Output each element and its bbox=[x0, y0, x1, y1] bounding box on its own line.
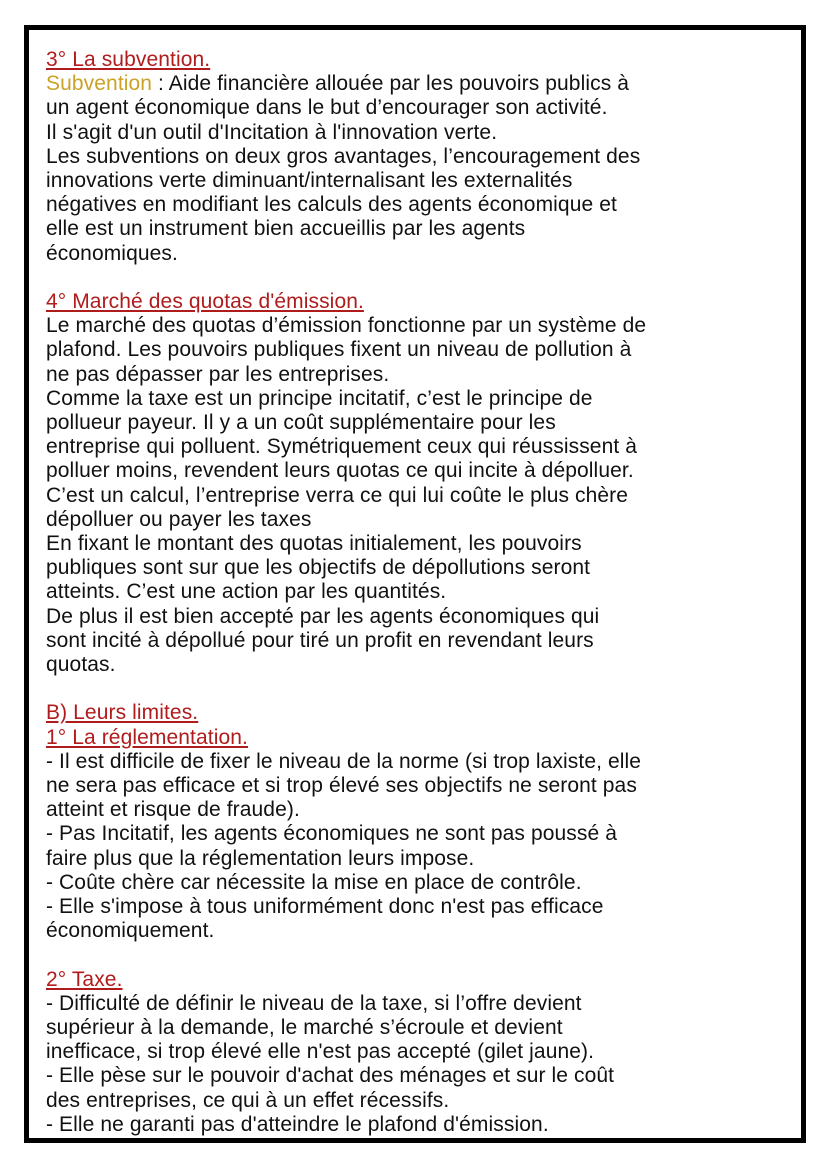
list-item: - Pas Incitatif, les agents économiques ne sont pas poussé à bbox=[46, 822, 617, 846]
list-item: ne sera pas efficace et si trop élevé ses objectifs ne seront pas bbox=[46, 774, 637, 798]
paragraph-line: atteints. C’est une action par les quantités. bbox=[46, 580, 447, 604]
paragraph-line: Les subventions on deux gros avantages, l’encouragement des bbox=[46, 144, 641, 168]
section-heading-subvention: 3° La subvention. bbox=[46, 48, 211, 71]
paragraph-line: innovations verte diminuant/internalisant les externalités bbox=[46, 169, 573, 193]
definition-text: : Aide financière allouée par les pouvoirs publics à bbox=[152, 72, 630, 96]
section-heading-quotas: 4° Marché des quotas d'émission. bbox=[46, 290, 364, 314]
list-item: - Il est difficile de fixer le niveau de la norme (si trop laxiste, elle bbox=[46, 749, 642, 773]
paragraph-line: publiques sont sur que les objectifs de dépollutions seront bbox=[46, 556, 591, 580]
list-item: - Difficulté de définir le niveau de la taxe, si l’offre devient bbox=[46, 991, 582, 1015]
list-item: - Elle s'impose à tous uniformément donc n'est pas efficace bbox=[46, 895, 604, 919]
subsection-heading-regulation: 1° La réglementation. bbox=[46, 725, 248, 749]
list-item: économiquement. bbox=[46, 919, 215, 943]
list-item: supérieur à la demande, le marché s’écroule et devient bbox=[46, 1016, 563, 1040]
spacer bbox=[46, 943, 786, 967]
list-item: des entreprises, ce qui à un effet récessifs. bbox=[46, 1088, 450, 1112]
paragraph-line: Comme la taxe est un principe incitatif, c’est le principe de bbox=[46, 386, 593, 410]
paragraph-line: C’est un calcul, l’entreprise verra ce qui lui coûte le plus chère bbox=[46, 483, 629, 507]
paragraph-line: sont incité à dépollué pour tiré un profit en revendant leurs bbox=[46, 628, 594, 652]
list-item: inefficace, si trop élevé elle n'est pas accepté (gilet jaune). bbox=[46, 1040, 595, 1064]
document-body bbox=[46, 48, 786, 1137]
paragraph-line: Le marché des quotas d’émission fonctionne par un système de bbox=[46, 314, 647, 338]
spacer bbox=[46, 266, 786, 290]
defined-term: Subvention bbox=[46, 72, 153, 96]
list-item: - Coûte chère car nécessite la mise en place de contrôle. bbox=[46, 870, 582, 894]
list-item: - Elle pèse sur le pouvoir d'achat des ménages et sur le coût bbox=[46, 1064, 615, 1088]
paragraph-line: Il s'agit d'un outil d'Incitation à l'innovation verte. bbox=[46, 120, 498, 144]
paragraph-line: pollueur payeur. Il y a un coût supplémentaire pour les bbox=[46, 411, 556, 435]
paragraph-line: économiques. bbox=[46, 241, 178, 265]
paragraph-line: ne pas dépasser par les entreprises. bbox=[46, 362, 390, 386]
paragraph-line: dépolluer ou payer les taxes bbox=[46, 507, 312, 531]
paragraph-line: plafond. Les pouvoirs publiques fixent un niveau de pollution à bbox=[46, 338, 632, 362]
subsection-heading-tax: 2° Taxe. bbox=[46, 967, 123, 991]
list-item: atteint et risque de fraude). bbox=[46, 798, 300, 822]
paragraph-line: polluer moins, revendent leurs quotas ce qui incite à dépolluer. bbox=[46, 459, 634, 483]
paragraph-line: quotas. bbox=[46, 653, 116, 677]
paragraph-line: elle est un instrument bien accueillis par les agents bbox=[46, 217, 526, 241]
paragraph-line: négatives en modifiant les calculs des agents économique et bbox=[46, 193, 617, 217]
subvention-definition bbox=[46, 72, 786, 96]
section-heading-limits: B) Leurs limites. bbox=[46, 701, 199, 725]
paragraph-line: un agent économique dans le but d’encourager son activité. bbox=[46, 96, 608, 120]
paragraph-line: En fixant le montant des quotas initialement, les pouvoirs bbox=[46, 532, 582, 556]
paragraph-line: entreprise qui polluent. Symétriquement ceux qui réussissent à bbox=[46, 435, 638, 459]
paragraph-line: De plus il est bien accepté par les agents économiques qui bbox=[46, 604, 600, 628]
list-item: - Elle ne garanti pas d'atteindre le plafond d'émission. bbox=[46, 1112, 549, 1136]
list-item: faire plus que la réglementation leurs impose. bbox=[46, 846, 475, 870]
spacer bbox=[46, 677, 786, 701]
